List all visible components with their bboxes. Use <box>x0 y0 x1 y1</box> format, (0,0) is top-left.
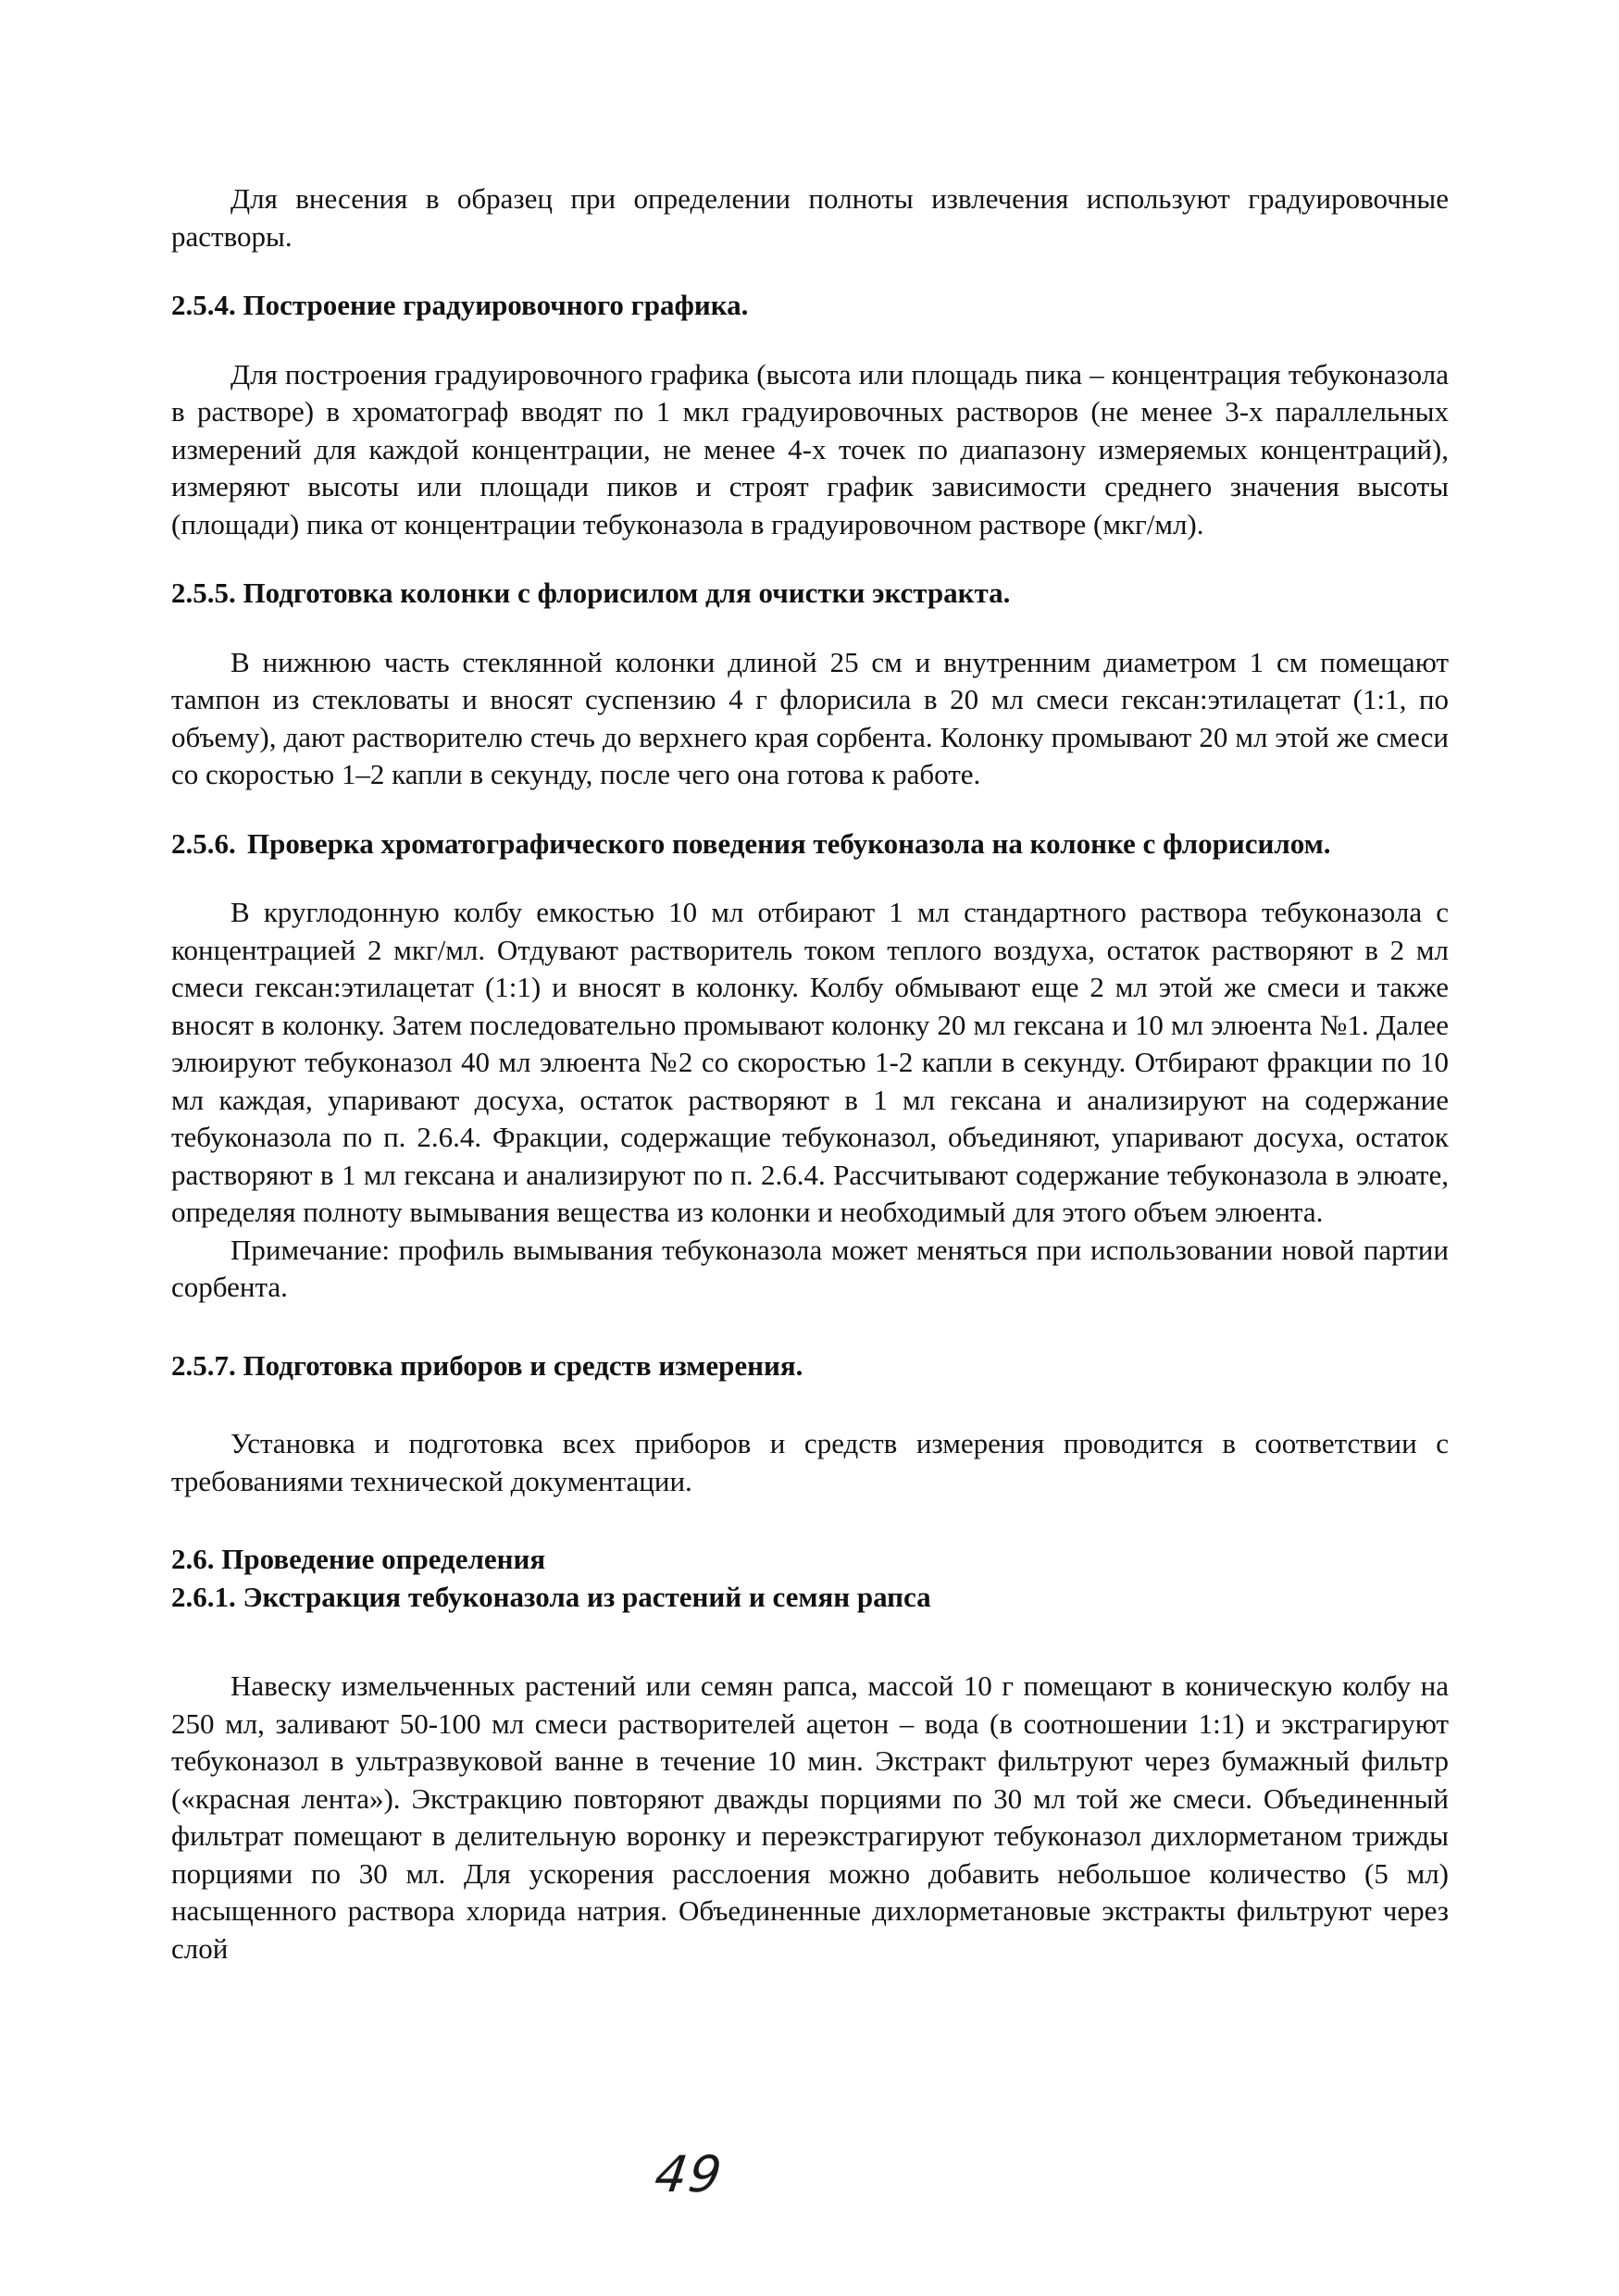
section-heading-2-5-7: 2.5.7. Подготовка приборов и средств измерения. <box>171 1348 803 1382</box>
section-heading-2-5-6 <box>171 825 1449 863</box>
section-2-6-1-paragraph: Навеску измельченных растений или семян рапса, массой 10 г помещают в коническую колбу на 250 мл, заливают 50-100 мл смеси растворителей ацетон – вода (в соотношении 1:1) и экстрагируют тебуконазол в ультразвуковой ванне в течение 10 мин. Экстракт фильтруют через бумажный фильтр («красная лента»). Экстракцию повторяют дважды порциями по 30 мл той же смеси. Объединенный фильтрат помещают в делительную воронку и переэкстрагируют тебуконазол дихлорметаном трижды порциями по 30 мл. Для ускорения расслоения можно добавить небольшое количество (5 мл) насыщенного раствора хлорида натрия. Объединенные дихлорметановые экстракты фильтруют через слой <box>171 1669 1449 1965</box>
section-heading-2-6-1: 2.6.1. Экстракция тебуконазола из растений и семян рапса <box>171 1580 931 1613</box>
document-page <box>171 180 1449 1967</box>
section-2-5-6-paragraph: В круглодонную колбу емкостью 10 мл отбирают 1 мл стандартного раствора тебуконазола с концентрацией 2 мкг/мл. Отдувают растворитель током теплого воздуха, остаток растворяют в 2 мл смеси гексан:этилацетат (1:1) и вносят в колонку. Колбу обмывают еще 2 мл этой же смеси и также вносят в колонку. Затем последовательно промывают колонку 20 мл гексана и 10 мл элюента №1. Далее элюируют тебуконазол 40 мл элюента №2 со скоростью 1-2 капли в секунду. Отбирают фракции по 10 мл каждая, упаривают досуха, остаток растворяют в 1 мл гексана и анализируют на содержание тебуконазола по п. 2.6.4. Фракции, содержащие тебуконазол, объединяют, упаривают досуха, остаток растворяют в 1 мл гексана и анализируют по п. 2.6.4. Рассчитывают содержание тебуконазола в элюате, определяя полноту вымывания вещества из колонки и необходимый для этого объем элюента. <box>171 896 1449 1228</box>
section-heading-2-5-5: 2.5.5. Подготовка колонки с флорисилом для очистки экстракта. <box>171 577 1011 609</box>
section-2-5-6-note: Примечание: профиль вымывания тебуконазола может меняться при использовании новой партии сорбента. <box>171 1233 1449 1303</box>
page-number: 49 <box>651 2145 728 2203</box>
section-heading-2-5-4: 2.5.4. Построение градуировочного графика. <box>171 289 749 321</box>
section-2-5-4-paragraph: Для построения градуировочного графика (высота или площадь пика – концентрация тебуконазола в растворе) в хроматограф вводят по 1 мкл градуировочных растворов (не менее 3-х параллельных измерений для каждой концентрации, не менее 4-х точек по диапазону измеряемых концентраций), измеряют высоты или площади пиков и строят график зависимости среднего значения высоты (площади) пика от концентрации тебуконазола в градуировочном растворе (мкг/мл). <box>171 357 1449 540</box>
section-heading-2-5-6-text: Проверка хроматографического поведения тебуконазола на колонке с флорисилом. <box>247 826 1331 860</box>
section-heading-2-6: 2.6. Проведение определения <box>171 1543 546 1575</box>
section-2-5-5-paragraph: В нижнюю часть стеклянной колонки длиной 25 см и внутренним диаметром 1 см помещают тампон из стекловаты и вносят суспензию 4 г флорисила в 20 мл смеси гексан:этилацетат (1:1, по объему), дают растворителю стечь до верхнего края сорбента. Колонку промывают 20 мл этой же смеси со скоростью 1–2 капли в секунду, после чего она готова к работе. <box>171 645 1449 790</box>
section-heading-2-5-6-number: 2.5.6. <box>171 826 236 860</box>
section-2-5-7-paragraph: Установка и подготовка всех приборов и средств измерения проводится в соответствии с требованиями технической документации. <box>171 1427 1449 1497</box>
intro-paragraph: Для внесения в образец при определении полноты извлечения используют градуировочные растворы. <box>171 182 1449 253</box>
